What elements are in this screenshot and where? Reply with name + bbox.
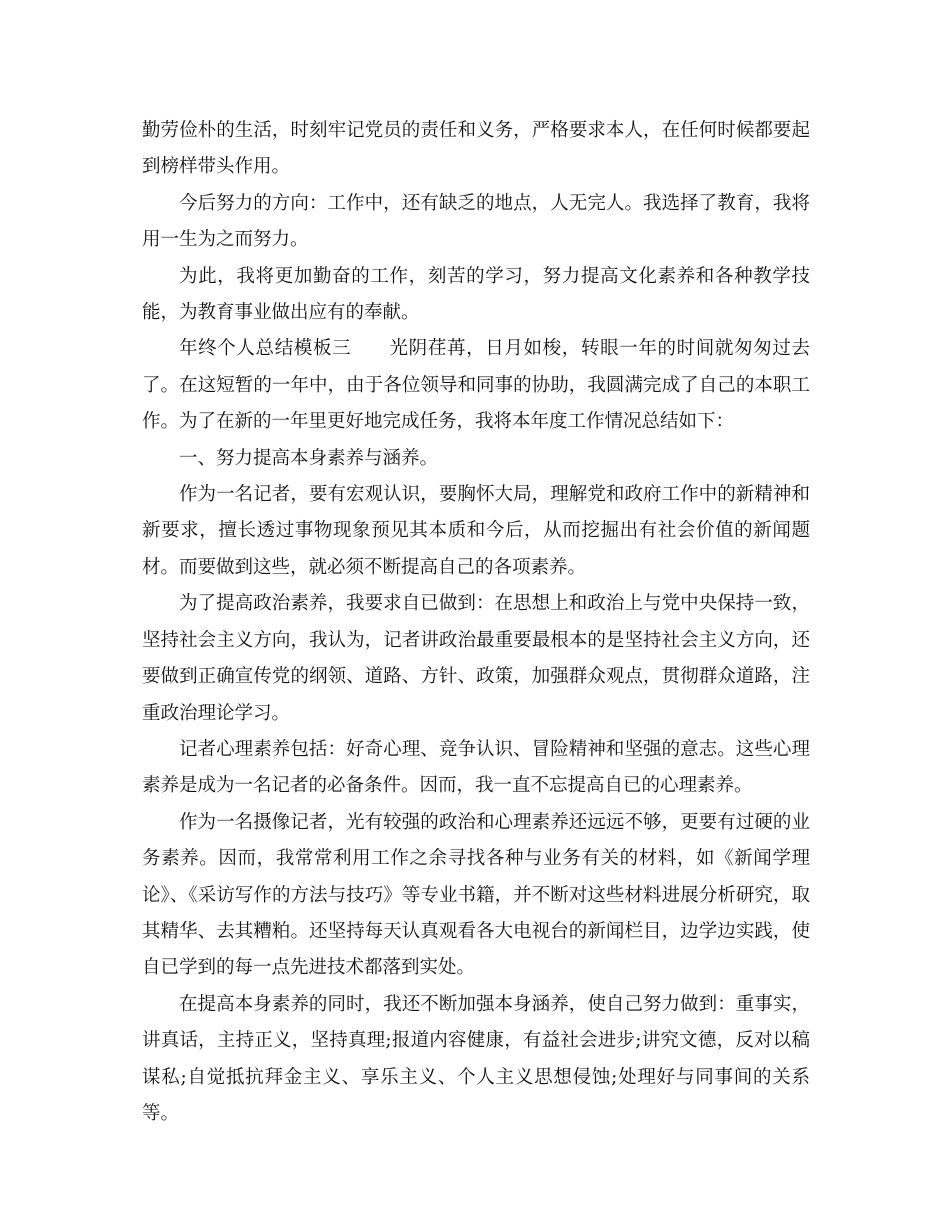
document-body — [142, 113, 810, 1132]
paragraph: 今后努力的方向：工作中，还有缺乏的地点，人无完人。我选择了教育，我将用一生为之而努力。 — [142, 192, 810, 251]
section-heading: 一、努力提高本身素养与涵养。 — [179, 447, 439, 469]
paragraph: 年终个人总结模板三 光阴荏苒，日月如梭，转眼一年的时间就匆匆过去了。在这短暂的一年中，由于各位领导和同事的协助，我圆满完成了自己的本职工作。为了在新的一年里更好地完成任务，我将本年度工作情况总结如下： — [142, 338, 810, 433]
paragraph: 为此，我将更加勤奋的工作，刻苦的学习，努力提高文化素养和各种教学技能，为教育事业做出应有的奉献。 — [142, 265, 810, 324]
paragraph: 在提高本身素养的同时，我还不断加强本身涵养，使自己努力做到：重事实，讲真话，主持正义，坚持真理;报道内容健康，有益社会进步;讲究文德，反对以稿谋私;自觉抵抗拜金主义、享乐主义、个人主义思想侵蚀;处理好与同事间的关系等。 — [142, 993, 810, 1124]
paragraph: 作为一名摄像记者，光有较强的政治和心理素养还远远不够，更要有过硬的业务素养。因而，我常常利用工作之余寻找各种与业务有关的材料，如《新闻学理论》、《采访写作的方法与技巧》等专业书籍，并不断对这些材料进展分析研究，取其精华、去其糟粕。还坚持每天认真观看各大电视台的新闻栏目，边学边实践，使自已学到的每一点先进技术都落到实处。 — [142, 811, 810, 979]
paragraph: 作为一名记者，要有宏观认识，要胸怀大局，理解党和政府工作中的新精神和新要求，擅长透过事物现象预见其本质和今后，从而挖掘出有社会价值的新闻题材。而要做到这些，就必须不断提高自己的各项素养。 — [142, 484, 810, 578]
paragraph: 记者心理素养包括：好奇心理、竞争认识、冒险精神和坚强的意志。这些心理素养是成为一名记者的必备条件。因而，我一直不忘提高自已的心理素养。 — [142, 738, 810, 797]
paragraph: 为了提高政治素养，我要求自已做到：在思想上和政治上与党中央保持一致，坚持社会主义方向，我认为，记者讲政治最重要最根本的是坚持社会主义方向，还要做到正确宣传党的纲领、道路、方针、政策，加强群众观点，贯彻群众道路，注重政治理论学习。 — [142, 593, 810, 724]
paragraph: 勤劳俭朴的生活，时刻牢记党员的责任和义务，严格要求本人，在任何时候都要起到榜样带头作用。 — [142, 120, 810, 178]
